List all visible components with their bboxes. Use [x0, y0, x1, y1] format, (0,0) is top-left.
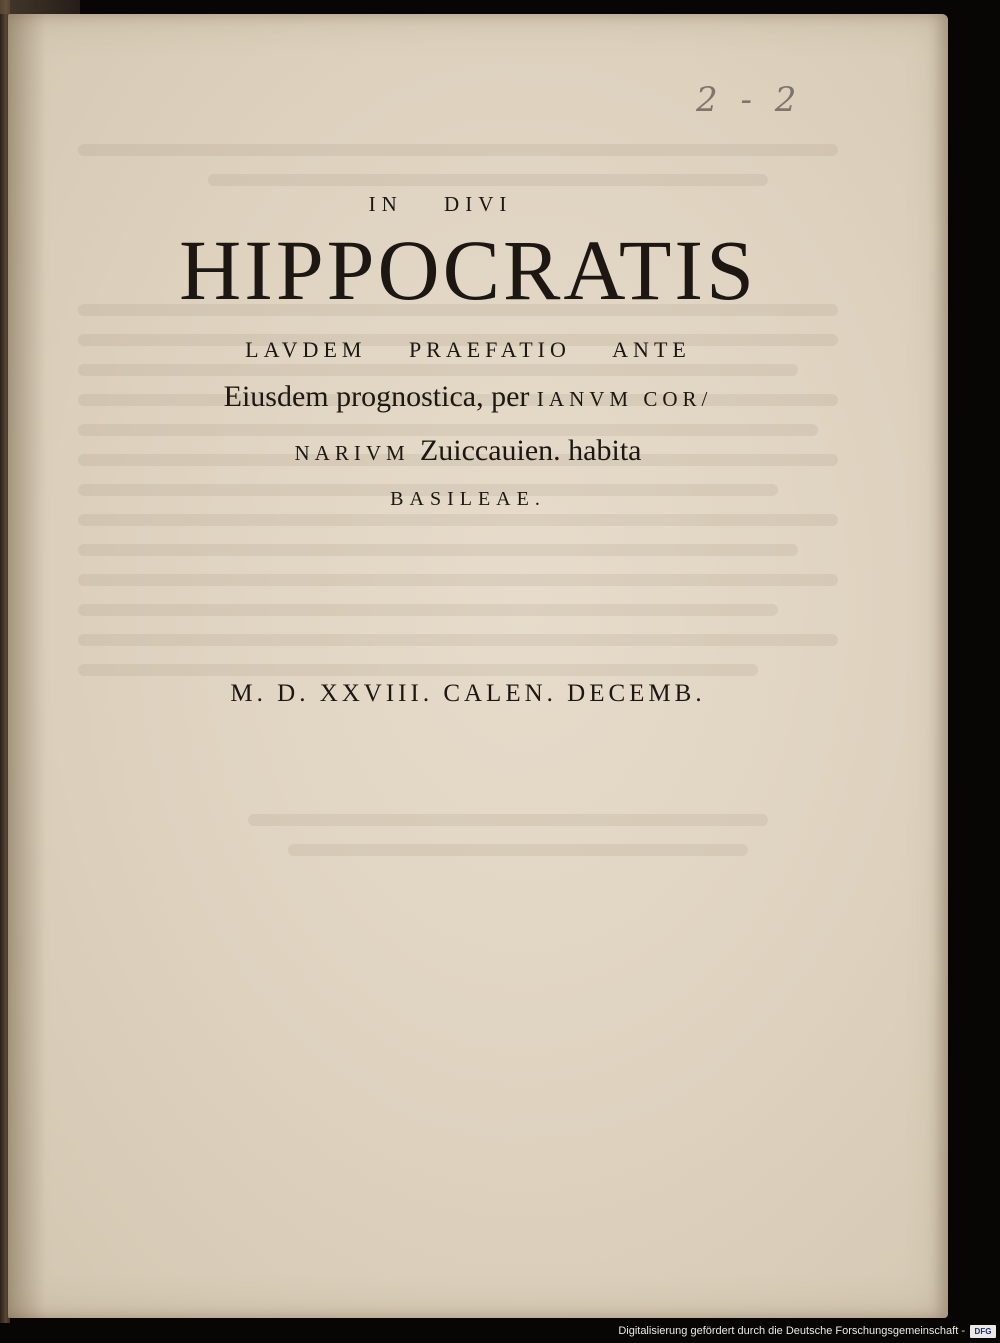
pencil-annotation: 2 - 2: [696, 80, 803, 120]
title-main: HIPPOCRATIS: [179, 222, 757, 318]
title-block: [108, 194, 828, 509]
title-line-4-caps: IANVM COR/: [536, 387, 713, 411]
footer-credit: [618, 1323, 996, 1339]
title-line-5-caps: NARIVM: [294, 441, 420, 465]
gutter-shadow: [8, 14, 46, 1318]
title-line-5: [108, 433, 828, 469]
title-page: [8, 14, 948, 1318]
imprint-date: M. D. XXVIII. CALEN. DECEMB.: [230, 680, 706, 707]
title-line-5-text: Zuiccauien. habita: [419, 434, 642, 467]
title-line-4-text: Eiusdem prognostica, per: [223, 380, 537, 413]
title-basileae: BASILEAE.: [390, 488, 546, 510]
title-laudem: LAVDEM PRAEFATIO ANTE: [245, 337, 691, 362]
funding-note: Digitalisierung gefördert durch die Deutsche Forschungsgemeinschaft -: [618, 1325, 965, 1337]
title-line-4: [108, 379, 828, 415]
title-in-divi: IN DIVI: [368, 192, 513, 216]
binding-corner: [0, 0, 80, 14]
dfg-logo: DFG: [970, 1325, 996, 1338]
